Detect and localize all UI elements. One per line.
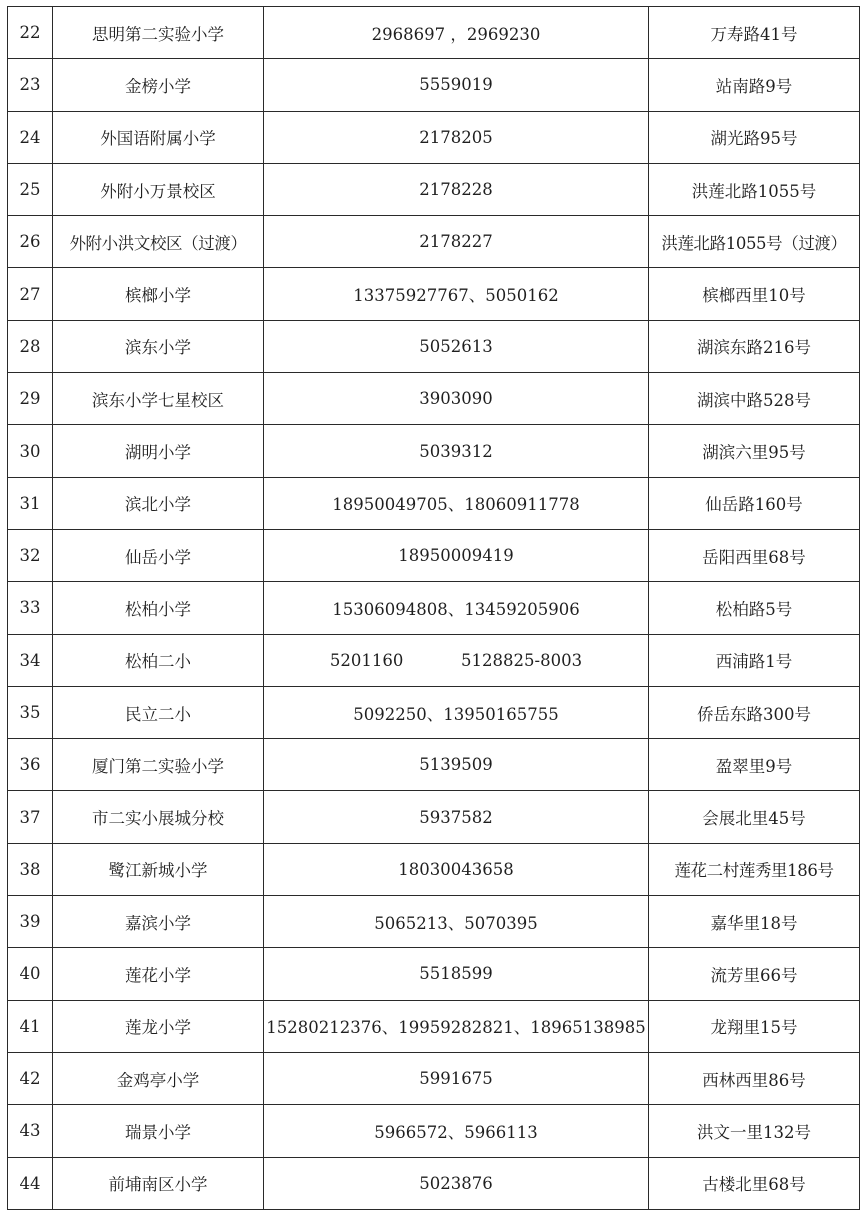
phone-cell: 5518599	[264, 948, 649, 1000]
address-cell: 盈翠里9号	[649, 739, 860, 791]
row-number-cell: 26	[8, 216, 53, 268]
address-cell: 站南路9号	[649, 59, 860, 111]
school-name-cell: 市二实小展城分校	[53, 791, 264, 843]
phone-cell: 18950009419	[264, 529, 649, 581]
phone-cell: 5991675	[264, 1052, 649, 1104]
school-name-cell: 嘉滨小学	[53, 896, 264, 948]
phone-cell: 5092250、13950165755	[264, 686, 649, 738]
phone-cell: 5052613	[264, 320, 649, 372]
table-row	[8, 268, 860, 320]
table-row	[8, 1052, 860, 1104]
phone-cell: 5201160 5128825-8003	[264, 634, 649, 686]
table-row	[8, 739, 860, 791]
phone-cell: 5065213、5070395	[264, 896, 649, 948]
row-number-cell: 41	[8, 1000, 53, 1052]
row-number-cell: 44	[8, 1157, 53, 1209]
phone-cell: 5039312	[264, 425, 649, 477]
row-number-cell: 32	[8, 529, 53, 581]
row-number-cell: 36	[8, 739, 53, 791]
row-number-cell: 39	[8, 896, 53, 948]
school-name-cell: 外附小洪文校区（过渡）	[53, 216, 264, 268]
table-row	[8, 529, 860, 581]
phone-cell: 13375927767、5050162	[264, 268, 649, 320]
table-row	[8, 373, 860, 425]
row-number-cell: 24	[8, 111, 53, 163]
phone-cell: 5559019	[264, 59, 649, 111]
address-cell: 万寿路41号	[649, 7, 860, 59]
school-contact-table	[7, 6, 860, 1210]
row-number-cell: 22	[8, 7, 53, 59]
row-number-cell: 42	[8, 1052, 53, 1104]
table-row	[8, 634, 860, 686]
school-name-cell: 莲花小学	[53, 948, 264, 1000]
address-cell: 湖滨东路216号	[649, 320, 860, 372]
phone-cell: 2968697 ，2969230	[264, 7, 649, 59]
row-number-cell: 23	[8, 59, 53, 111]
school-name-cell: 仙岳小学	[53, 529, 264, 581]
address-cell: 湖光路95号	[649, 111, 860, 163]
row-number-cell: 28	[8, 320, 53, 372]
phone-cell: 5966572、5966113	[264, 1105, 649, 1157]
address-cell: 洪莲北路1055号	[649, 163, 860, 215]
phone-cell: 18950049705、18060911778	[264, 477, 649, 529]
table-row	[8, 59, 860, 111]
table-row	[8, 163, 860, 215]
row-number-cell: 27	[8, 268, 53, 320]
row-number-cell: 33	[8, 582, 53, 634]
address-cell: 松柏路5号	[649, 582, 860, 634]
school-name-cell: 莲龙小学	[53, 1000, 264, 1052]
table-body	[8, 7, 860, 1210]
table-row	[8, 425, 860, 477]
school-name-cell: 外国语附属小学	[53, 111, 264, 163]
row-number-cell: 37	[8, 791, 53, 843]
address-cell: 槟榔西里10号	[649, 268, 860, 320]
phone-cell: 2178205	[264, 111, 649, 163]
address-cell: 龙翔里15号	[649, 1000, 860, 1052]
table-row	[8, 320, 860, 372]
phone-cell: 15306094808、13459205906	[264, 582, 649, 634]
row-number-cell: 38	[8, 843, 53, 895]
row-number-cell: 29	[8, 373, 53, 425]
address-cell: 流芳里66号	[649, 948, 860, 1000]
table-row	[8, 477, 860, 529]
table-row	[8, 1157, 860, 1209]
school-name-cell: 金榜小学	[53, 59, 264, 111]
table-row	[8, 216, 860, 268]
phone-cell: 2178227	[264, 216, 649, 268]
table-row	[8, 1000, 860, 1052]
phone-cell: 5139509	[264, 739, 649, 791]
phone-cell: 3903090	[264, 373, 649, 425]
school-name-cell: 民立二小	[53, 686, 264, 738]
school-name-cell: 厦门第二实验小学	[53, 739, 264, 791]
school-name-cell: 滨东小学	[53, 320, 264, 372]
phone-cell: 5937582	[264, 791, 649, 843]
address-cell: 西浦路1号	[649, 634, 860, 686]
address-cell: 洪莲北路1055号（过渡）	[649, 216, 860, 268]
address-cell: 湖滨中路528号	[649, 373, 860, 425]
row-number-cell: 25	[8, 163, 53, 215]
phone-cell: 15280212376、19959282821、18965138985	[264, 1000, 649, 1052]
address-cell: 会展北里45号	[649, 791, 860, 843]
address-cell: 湖滨六里95号	[649, 425, 860, 477]
row-number-cell: 31	[8, 477, 53, 529]
address-cell: 古楼北里68号	[649, 1157, 860, 1209]
table-row	[8, 791, 860, 843]
school-name-cell: 滨北小学	[53, 477, 264, 529]
table-row	[8, 1105, 860, 1157]
phone-cell: 5023876	[264, 1157, 649, 1209]
table-row	[8, 948, 860, 1000]
school-name-cell: 松柏小学	[53, 582, 264, 634]
address-cell: 洪文一里132号	[649, 1105, 860, 1157]
school-name-cell: 外附小万景校区	[53, 163, 264, 215]
school-name-cell: 湖明小学	[53, 425, 264, 477]
address-cell: 嘉华里18号	[649, 896, 860, 948]
school-name-cell: 鹭江新城小学	[53, 843, 264, 895]
school-name-cell: 槟榔小学	[53, 268, 264, 320]
phone-cell: 2178228	[264, 163, 649, 215]
table-row	[8, 111, 860, 163]
row-number-cell: 34	[8, 634, 53, 686]
table-row	[8, 7, 860, 59]
table-row	[8, 582, 860, 634]
school-name-cell: 松柏二小	[53, 634, 264, 686]
table-row	[8, 686, 860, 738]
school-name-cell: 滨东小学七星校区	[53, 373, 264, 425]
school-name-cell: 瑞景小学	[53, 1105, 264, 1157]
row-number-cell: 35	[8, 686, 53, 738]
address-cell: 仙岳路160号	[649, 477, 860, 529]
school-name-cell: 前埔南区小学	[53, 1157, 264, 1209]
address-cell: 岳阳西里68号	[649, 529, 860, 581]
school-name-cell: 金鸡亭小学	[53, 1052, 264, 1104]
row-number-cell: 43	[8, 1105, 53, 1157]
phone-cell: 18030043658	[264, 843, 649, 895]
table-row	[8, 896, 860, 948]
address-cell: 侨岳东路300号	[649, 686, 860, 738]
table-row	[8, 843, 860, 895]
row-number-cell: 30	[8, 425, 53, 477]
address-cell: 西林西里86号	[649, 1052, 860, 1104]
address-cell: 莲花二村莲秀里186号	[649, 843, 860, 895]
row-number-cell: 40	[8, 948, 53, 1000]
school-name-cell: 思明第二实验小学	[53, 7, 264, 59]
